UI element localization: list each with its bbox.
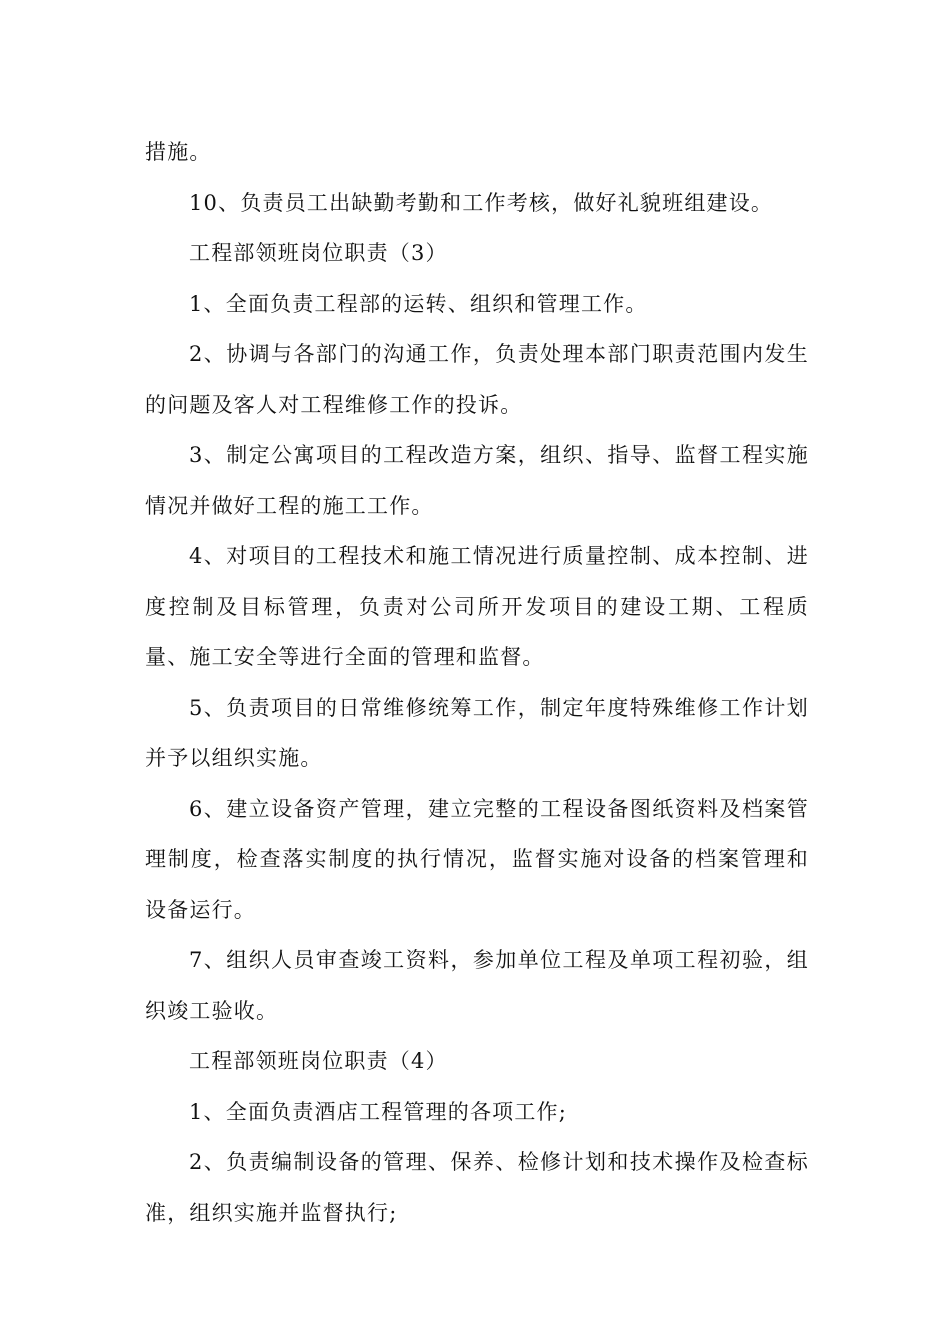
paragraph-item-5: 5、负责项目的日常维修统筹工作，制定年度特殊维修工作计划并予以组织实施。: [145, 695, 809, 770]
paragraph-item-1: 1、全面负责工程部的运转、组织和管理工作。: [189, 291, 648, 316]
paragraph-item-1: 1、全面负责酒店工程管理的各项工作;: [189, 1099, 568, 1124]
section-heading-3: 工程部领班岗位职责（3）: [189, 241, 448, 265]
paragraph-item-2: 2、负责编制设备的管理、保养、检修计划和技术操作及检查标准，组织实施并监督执行;: [145, 1150, 809, 1225]
paragraph-item-2: 2、协调与各部门的沟通工作，负责处理本部门职责范围内发生的问题及客人对工程维修工作的投诉。: [145, 342, 809, 417]
paragraph-item-4: 4、对项目的工程技术和施工情况进行质量控制、成本控制、进度控制及目标管理，负责对公司所开发项目的建设工期、工程质量、施工安全等进行全面的管理和监督。: [145, 544, 809, 669]
paragraph-continuation: 措施。: [145, 140, 212, 164]
section-heading-4: 工程部领班岗位职责（4）: [189, 1049, 448, 1073]
paragraph-item-7: 7、组织人员审查竣工资料，参加单位工程及单项工程初验，组织竣工验收。: [145, 948, 809, 1023]
paragraph-item-10: 10、负责员工出缺勤考勤和工作考核，做好礼貌班组建设。: [189, 190, 774, 215]
paragraph-item-3: 3、制定公寓项目的工程改造方案，组织、指导、监督工程实施情况并做好工程的施工工作。: [145, 443, 809, 518]
paragraph-item-6: 6、建立设备资产管理，建立完整的工程设备图纸资料及档案管理制度，检查落实制度的执行情况，监督实施对设备的档案管理和设备运行。: [145, 796, 809, 922]
document-body: [145, 127, 809, 1238]
